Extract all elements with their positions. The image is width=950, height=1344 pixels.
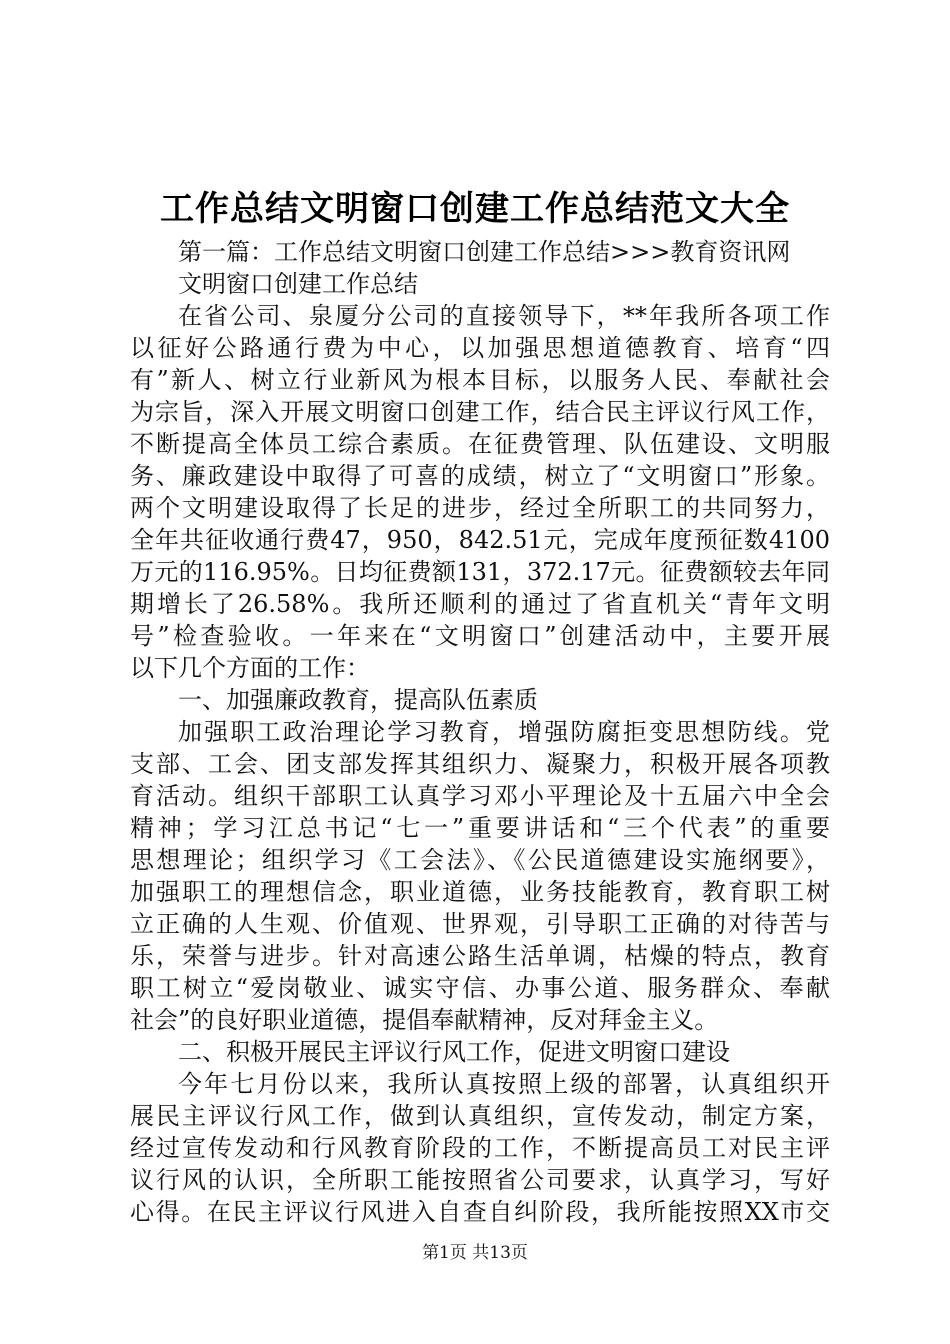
text-line: 立正确的人生观、价值观、世界观，引导职工正确的对待苦与: [130, 910, 830, 938]
text-line: 第一篇：工作总结文明窗口创建工作总结>>>教育资讯网: [178, 238, 791, 266]
text-line: 乐，荣誉与进步。针对高速公路生活单调，枯燥的特点，教育: [130, 942, 830, 970]
text-line: 务、廉政建设中取得了可喜的成绩，树立了“文明窗口”形象。: [130, 462, 830, 490]
text-line: 以征好公路通行费为中心，以加强思想道德教育、培育“四: [130, 334, 830, 362]
text-line: 今年七月份以来，我所认真按照上级的部署，认真组织开: [178, 1070, 830, 1098]
text-line: 二、积极开展民主评议行风工作，促进文明窗口建设: [178, 1038, 730, 1066]
text-line: 文明窗口创建工作总结: [178, 270, 418, 298]
text-line: 为宗旨，深入开展文明窗口创建工作，结合民主评议行风工作，: [130, 398, 830, 426]
page-footer: 第1页 共13页: [422, 1243, 528, 1263]
text-line: 两个文明建设取得了长足的进步，经过全所职工的共同努力，: [130, 494, 830, 522]
text-line: 议行风的认识，全所职工能按照省公司要求，认真学习，写好: [130, 1166, 830, 1194]
text-line: 号”检查验收。一年来在“文明窗口”创建活动中，主要开展: [130, 622, 830, 650]
text-line: 精神；学习江总书记“七一”重要讲话和“三个代表”的重要: [130, 814, 830, 842]
text-line: 以下几个方面的工作：: [130, 654, 370, 682]
text-line: 一、加强廉政教育，提高队伍素质: [178, 686, 538, 714]
text-line: 社会”的良好职业道德，提倡奉献精神，反对拜金主义。: [130, 1006, 719, 1034]
text-line: 全年共征收通行费47，950，842.51元，完成年度预征数4100: [130, 526, 830, 554]
text-line: 期增长了26.58%。我所还顺利的通过了省直机关“青年文明: [130, 590, 830, 618]
document-body: [130, 236, 830, 1228]
text-line: 有”新人、树立行业新风为根本目标，以服务人民、奉献社会: [130, 366, 830, 394]
text-line: 支部、工会、团支部发挥其组织力、凝聚力，积极开展各项教: [130, 750, 830, 778]
text-line: 经过宣传发动和行风教育阶段的工作，不断提高员工对民主评: [130, 1134, 830, 1162]
text-line: 职工树立“爱岗敬业、诚实守信、办事公道、服务群众、奉献: [130, 974, 830, 1002]
text-line: 加强职工政治理论学习教育，增强防腐拒变思想防线。党: [178, 718, 830, 746]
text-line: 心得。在民主评议行风进入自查自纠阶段，我所能按照XX市交: [130, 1198, 830, 1226]
text-line: 在省公司、泉厦分公司的直接领导下，**年我所各项工作: [178, 302, 830, 330]
text-line: 万元的116.95%。日均征费额131，372.17元。征费额较去年同: [130, 558, 830, 586]
text-line: 育活动。组织干部职工认真学习邓小平理论及十五届六中全会: [130, 782, 830, 810]
document-title: 工作总结文明窗口创建工作总结范文大全: [160, 189, 790, 229]
text-line: 加强职工的理想信念，职业道德，业务技能教育，教育职工树: [130, 878, 830, 906]
text-line: 不断提高全体员工综合素质。在征费管理、队伍建设、文明服: [130, 430, 830, 458]
text-line: 思想理论；组织学习《工会法》、《公民道德建设实施纲要》，: [130, 846, 830, 874]
text-line: 展民主评议行风工作，做到认真组织，宣传发动，制定方案，: [130, 1102, 830, 1130]
